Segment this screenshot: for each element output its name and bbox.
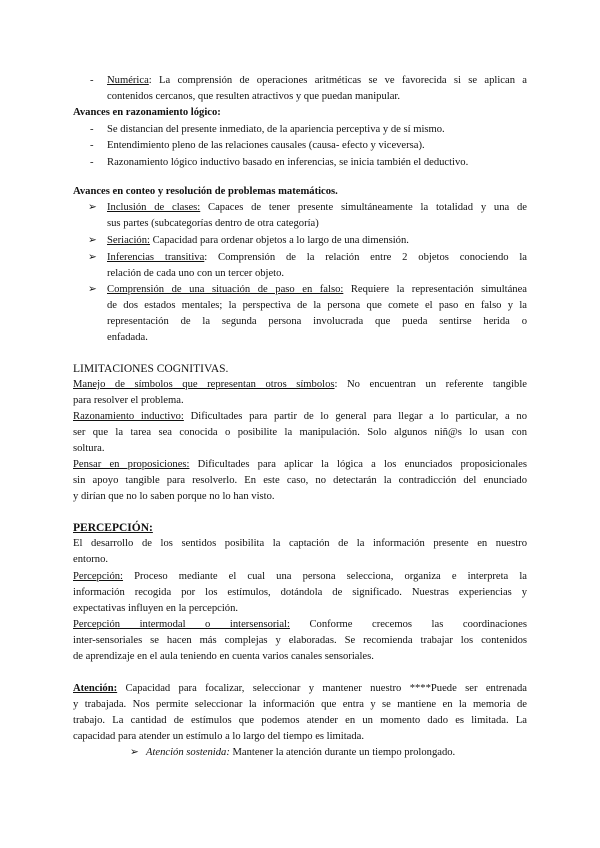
sostenida-text: Mantener la atención durante un tiempo prolongado. <box>229 747 456 758</box>
simbolos-text-1: : No encuentran un referente tangible <box>334 379 527 390</box>
clases-text-1: Capaces de tener presente simultáneamente la totalidad y una de <box>200 202 527 213</box>
proposiciones-text-1: Dificultades para aplicar la lógica a los enunciados proposicionales <box>189 459 527 470</box>
proposiciones-text-2: sin apoyo tangible para resolverlo. En este caso, no detectarán la contradicción del enunciado <box>73 475 527 486</box>
paso-line-1 <box>107 282 527 299</box>
intermodal-text-1: Conforme crecemos las coordinaciones <box>289 619 527 630</box>
intermodal-label: Percepción intermodal o intersensorial: <box>73 619 290 630</box>
paso-text-3: representación de la segunda persona involucrada que pueda sentirse herida o <box>107 316 527 327</box>
percepcion-def-text-2: información recogida por los estímulos, dotándola de significado. Nuestras experiencias y <box>73 587 527 598</box>
clases-text-2: sus partes (subcategorías dentro de otra categoría) <box>107 218 319 229</box>
percepcion-heading: PERCEPCIÓN: <box>73 522 153 534</box>
arrow-bullet-icon: ➢ <box>88 284 97 295</box>
inductivo-text-3: soltura. <box>73 443 105 454</box>
dash-bullet: - <box>90 124 94 135</box>
simbolos-line-1 <box>73 377 527 394</box>
clases-line-1 <box>107 200 527 217</box>
proposiciones-label: Pensar en proposiciones: <box>73 459 190 470</box>
numerica-label: Numérica <box>107 75 149 86</box>
proposiciones-line-1 <box>73 457 527 474</box>
intermodal-line-1 <box>73 617 527 634</box>
paso-text-2: de dos estados mentales; la perspectiva de la persona que comete el paso en falso y la <box>107 300 527 311</box>
percepcion-def-text-3: expectativas influyen en la percepción. <box>73 603 239 614</box>
seriacion-line <box>107 233 409 250</box>
inductivo-text-2: ser que la tarea sea conocida o posibilite la manipulación. Solo algunos niñ@s lo usan con <box>73 427 527 438</box>
seriacion-label: Seriación: <box>107 235 150 246</box>
paso-text-1: Requiere la representación simultánea <box>343 284 527 295</box>
inductivo-text-1: Dificultades para partir de lo general para llegar a lo particular, a no <box>183 411 527 422</box>
inferencias-label: Inferencias transitiva <box>107 252 205 263</box>
atencion-text-1: Capacidad para focalizar, seleccionar y mantener nuestro ****Puede ser entrenada <box>117 683 527 694</box>
numerica-text-2: contenidos cercanos, que resulten atractivos y que puedan manipular. <box>107 91 400 102</box>
sostenida-label: Atención sostenida: <box>146 747 230 758</box>
inferencias-text-1: : Comprensión de la relación entre 2 objetos conociendo la <box>204 252 528 263</box>
intermodal-text-3: de aprendizaje en el aula teniendo en cuenta varios canales sensoriales. <box>73 651 374 662</box>
simbolos-text-2: para resolver el problema. <box>73 395 184 406</box>
conteo-heading: Avances en conteo y resolución de problemas matemáticos. <box>73 186 338 197</box>
dash-bullet: - <box>90 75 94 86</box>
clases-label: Inclusión de clases: <box>107 202 201 213</box>
paso-label: Comprensión de una situación de paso en falso: <box>107 284 344 295</box>
inductivo-label: Razonamiento inductivo: <box>73 411 184 422</box>
intermodal-text-2: inter-sensoriales se hacen más complejas y elaboradas. Se recomienda trabajar los contenidos <box>73 635 527 646</box>
proposiciones-text-3: y dirían que no lo saben porque no lo han visto. <box>73 491 275 502</box>
numerica-line-1 <box>107 73 527 90</box>
arrow-bullet-icon: ➢ <box>88 235 97 246</box>
inferencias-text-2: relación de cada uno con un tercer objeto. <box>107 268 285 279</box>
seriacion-text: Capacidad para ordenar objetos a lo largo de una dimensión. <box>149 235 409 246</box>
logico-heading: Avances en razonamiento lógico: <box>73 107 221 118</box>
percepcion-def-text-1: Proceso mediante el cual una persona selecciona, organiza e interpreta la <box>123 571 527 582</box>
limitaciones-heading: LIMITACIONES COGNITIVAS. <box>73 363 229 375</box>
arrow-bullet-icon: ➢ <box>130 747 139 758</box>
inferencias-line-1 <box>107 250 527 267</box>
logico-item-2: Entendimiento pleno de las relaciones causales (causa- efecto y viceversa). <box>107 140 425 151</box>
percepcion-def-label: Percepción: <box>73 571 124 582</box>
logico-item-3: Razonamiento lógico inductivo basado en inferencias, se inicia también el deductivo. <box>107 157 469 168</box>
atencion-text-2: y trabajada. Nos permite seleccionar la información que entra y se mantiene en la memoria de <box>73 699 527 710</box>
dash-bullet: - <box>90 140 94 151</box>
paso-text-4: enfadada. <box>107 332 148 343</box>
atencion-line-1 <box>73 681 527 698</box>
percepcion-intro-1: El desarrollo de los sentidos posibilita la captación de la información presente en nuestro <box>73 538 527 549</box>
atencion-label: Atención: <box>73 683 118 694</box>
dash-bullet: - <box>90 157 94 168</box>
percepcion-def-line-1 <box>73 569 527 586</box>
inductivo-line-1 <box>73 409 527 426</box>
arrow-bullet-icon: ➢ <box>88 252 97 263</box>
simbolos-label: Manejo de símbolos que representan otros símbolos <box>73 379 335 390</box>
arrow-bullet-icon: ➢ <box>88 202 97 213</box>
percepcion-intro-2: entorno. <box>73 554 109 565</box>
sostenida-line <box>146 745 455 762</box>
logico-item-1: Se distancian del presente inmediato, de la apariencia perceptiva y de sí mismo. <box>107 124 445 135</box>
atencion-text-4: capacidad para atender un estímulo a lo largo del tiempo es limitada. <box>73 731 365 742</box>
numerica-text-1: : La comprensión de operaciones aritméticas se ve favorecida si se aplican a <box>148 75 527 86</box>
atencion-text-3: trabajo. La cantidad de estímulos que podemos atender en un momento dado es limitada. La <box>73 715 527 726</box>
